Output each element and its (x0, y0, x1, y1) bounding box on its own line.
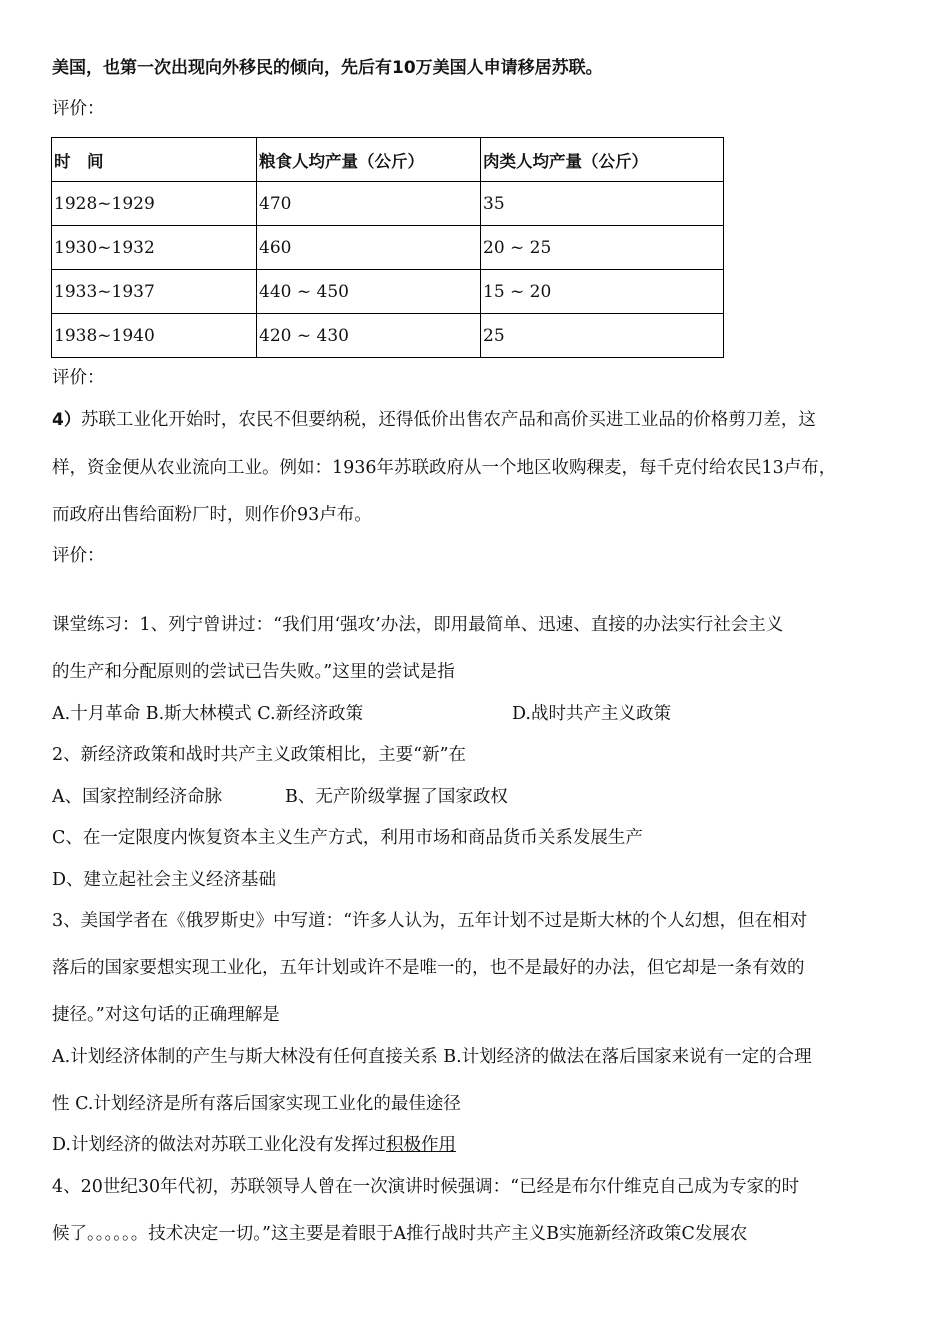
table-cell: 20 ~ 25 (481, 226, 724, 270)
q1-option-d: D.战时共产主义政策 (512, 704, 671, 724)
table-row (52, 226, 724, 270)
table-cell: 25 (481, 314, 724, 358)
table-cell: 470 (257, 182, 481, 226)
table-cell: 1933~1937 (52, 270, 257, 314)
item4-number: 4） (52, 410, 81, 430)
table-cell: 440 ~ 450 (257, 270, 481, 314)
table-row (52, 314, 724, 358)
table-cell: 1928~1929 (52, 182, 257, 226)
table-header-row (52, 138, 724, 182)
item4-line2: 样，资金便从农业流向工业。例如：1936年苏联政府从一个地区收购稞麦，每千克付给农民13卢布， (52, 458, 837, 478)
table-cell: 460 (257, 226, 481, 270)
q2-option-a: A、国家控制经济命脉 (52, 787, 223, 807)
q2-option-d: D、建立起社会主义经济基础 (52, 870, 277, 890)
evaluation-label: 评价： (52, 99, 105, 119)
table-header-cell: 肉类人均产量（公斤） (481, 138, 724, 182)
q1-options-abc: A.十月革命 B.斯大林模式 C.新经济政策 (52, 704, 364, 724)
q3-option-d (52, 1134, 456, 1156)
evaluation-label: 评价： (52, 368, 105, 388)
q3-stem-line3: 捷径。”对这句话的正确理解是 (52, 1005, 280, 1025)
q2-option-b: B、无产阶级掌握了国家政权 (285, 787, 508, 807)
item4-line1 (52, 409, 816, 431)
q4-stem-line1: 4、20世纪30年代初，苏联领导人曾在一次演讲时候强调：“已经是布尔什维克自己成为专家的时 (52, 1177, 800, 1197)
intro-bold-line: 美国，也第一次出现向外移民的倾向，先后有10万美国人申请移居苏联。 (52, 58, 603, 78)
q3-option-d-text: D.计划经济的做法对苏联工业化没有发挥过 (52, 1135, 386, 1155)
q4-stem-line2: 候了。。。。。。技术决定一切。”这主要是着眼于A推行战时共产主义B实施新经济政策C发展农 (52, 1224, 748, 1244)
table-row (52, 270, 724, 314)
table-row (52, 182, 724, 226)
q1-stem-line2: 的生产和分配原则的尝试已告失败。”这里的尝试是指 (52, 662, 455, 682)
q2-option-c: C、在一定限度内恢复资本主义生产方式，利用市场和商品货币关系发展生产 (52, 828, 643, 848)
q1-stem-line1: 课堂练习：1、列宁曾讲过：“我们用‘强攻’办法，即用最简单、迅速、直接的办法实行社会主义 (52, 615, 784, 635)
q3-stem-line2: 落后的国家要想实现工业化，五年计划或许不是唯一的，也不是最好的办法，但它却是一条有效的 (52, 958, 805, 978)
table-cell: 420 ~ 430 (257, 314, 481, 358)
q3-option-d-underlined: 积极作用 (385, 1135, 456, 1155)
production-table (51, 137, 724, 358)
table-cell: 15 ~ 20 (481, 270, 724, 314)
table-header-cell: 粮食人均产量（公斤） (257, 138, 481, 182)
item4-text: 苏联工业化开始时，农民不但要纳税，还得低价出售农产品和高价买进工业品的价格剪刀差，这 (80, 410, 816, 430)
q3-options-line1: A.计划经济体制的产生与斯大林没有任何直接关系 B.计划经济的做法在落后国家来说有一定的合理 (52, 1047, 812, 1067)
table-cell: 1930~1932 (52, 226, 257, 270)
q3-stem-line1: 3、美国学者在《俄罗斯史》中写道：“许多人认为，五年计划不过是斯大林的个人幻想，但在相对 (52, 911, 808, 931)
table-header-cell: 时 间 (52, 138, 257, 182)
q2-stem: 2、新经济政策和战时共产主义政策相比，主要“新”在 (52, 745, 467, 765)
evaluation-label: 评价： (52, 546, 105, 566)
q3-options-line2: 性 C.计划经济是所有落后国家实现工业化的最佳途径 (52, 1094, 461, 1114)
table-cell: 1938~1940 (52, 314, 257, 358)
table-cell: 35 (481, 182, 724, 226)
item4-line3: 而政府出售给面粉厂时，则作价93卢布。 (52, 505, 372, 525)
